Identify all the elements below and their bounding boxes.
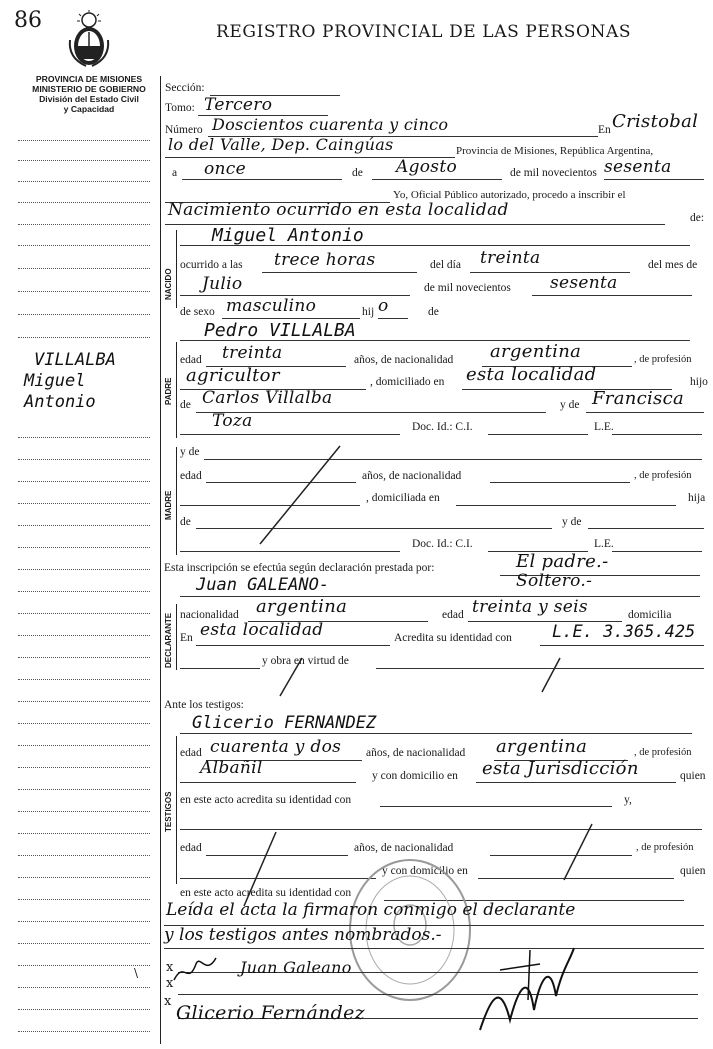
madre-prof-label: , de profesión bbox=[634, 470, 692, 481]
madre-y-de-label: y de bbox=[180, 446, 200, 458]
margin-name-1: Miguel bbox=[24, 371, 86, 391]
del-dia-label: del día bbox=[430, 259, 461, 271]
margin-name-2: Antonio bbox=[24, 392, 96, 412]
padre-le-label: L.E. bbox=[594, 421, 614, 433]
testigos-label: TESTIGOS bbox=[164, 791, 173, 832]
mil-nov-label: de mil novecientos bbox=[510, 167, 597, 179]
test-prof-value: Albañil bbox=[200, 758, 263, 778]
decl-doc-value: L.E. 3.365.425 bbox=[552, 622, 696, 642]
padre-anos-label: años, de nacionalidad bbox=[354, 354, 454, 366]
decl-domicilia-label: domicilia bbox=[628, 609, 672, 621]
nombre-value: Miguel Antonio bbox=[212, 225, 364, 246]
province-label: PROVINCIA DE MISIONES bbox=[35, 74, 143, 84]
test-anos-label: años, de nacionalidad bbox=[366, 747, 466, 759]
madre-de-label: de bbox=[180, 516, 191, 528]
test-dom-value: esta Jurisdicción bbox=[482, 758, 639, 779]
padre-dom-label: , domiciliado en bbox=[370, 376, 445, 388]
hora-value: trece horas bbox=[274, 250, 376, 270]
abuela-value-1: Francisca bbox=[592, 388, 685, 409]
madre-le-label: L.E. bbox=[594, 538, 614, 550]
ocurrido-label: ocurrido a las bbox=[180, 259, 243, 271]
padre-edad-value: treinta bbox=[222, 343, 283, 363]
nacido-label: NACIDO bbox=[164, 268, 173, 300]
padre-nac-value: argentina bbox=[490, 341, 582, 362]
decl-obra-label: y obra en virtud de bbox=[262, 655, 349, 667]
abuelo-value: Carlos Villalba bbox=[202, 388, 333, 408]
numero-label: Número bbox=[165, 124, 203, 136]
test-prof-label: , de profesión bbox=[634, 747, 692, 758]
sexo-label: de sexo bbox=[180, 306, 215, 318]
decl-acredita-label: Acredita su identidad con bbox=[394, 632, 512, 644]
sign-x-1: x bbox=[166, 960, 174, 975]
madre-edad-label: edad bbox=[180, 470, 202, 482]
padre-prof-label: , de profesión bbox=[634, 354, 692, 365]
test-edad-label: edad bbox=[180, 747, 202, 759]
test-y-label: y, bbox=[624, 794, 632, 806]
sign-x-2: x bbox=[166, 976, 174, 991]
signature-testigo: Glicerio Fernández bbox=[176, 1002, 365, 1024]
mes-value: Agosto bbox=[396, 157, 457, 177]
padre-label: PADRE bbox=[164, 377, 173, 405]
lugar-value-2: lo del Valle, Dep. Caingúas bbox=[168, 135, 394, 154]
sexo-value: masculino bbox=[226, 296, 317, 316]
tomo-label: Tomo: bbox=[165, 102, 195, 114]
page-number: 86 bbox=[14, 8, 42, 33]
official-signature-icon bbox=[470, 940, 580, 1040]
provincia-label: Provincia de Misiones, República Argentina, bbox=[456, 145, 654, 157]
decl-nac-value: argentina bbox=[256, 596, 348, 617]
test-dom-label: y con domicilio en bbox=[372, 770, 458, 782]
test-edad-value: cuarenta y dos bbox=[210, 737, 342, 757]
signature-mark-icon bbox=[170, 950, 230, 990]
padre-prof-value: agricultor bbox=[186, 365, 280, 386]
padre-de-label: de bbox=[180, 399, 191, 411]
ministry-label: MINISTERIO DE GOBIERNO bbox=[32, 84, 146, 94]
en-label: En bbox=[598, 124, 611, 136]
hij-label: hij bbox=[362, 306, 375, 318]
declarante-label: DECLARANTE bbox=[164, 612, 173, 668]
division-label-2: y Capacidad bbox=[63, 104, 115, 114]
tomo-value: Tercero bbox=[204, 95, 273, 115]
madre-dom-label: , domiciliada en bbox=[366, 492, 440, 504]
test2-quien-label: quien bbox=[680, 865, 706, 877]
madre-cancel-stroke bbox=[250, 440, 350, 550]
padre-doc-label: Doc. Id.: C.I. bbox=[412, 421, 473, 433]
document-title: REGISTRO PROVINCIAL DE LAS PERSONAS bbox=[216, 22, 632, 42]
decl-edad-label: edad bbox=[442, 609, 464, 621]
test2-dom-label: y con domicilio en bbox=[382, 865, 468, 877]
padre-dom-value: esta localidad bbox=[466, 364, 597, 385]
testigo1-value: Glicerio FERNANDEZ bbox=[192, 713, 377, 733]
a-label: a bbox=[172, 167, 178, 179]
del-mes-label: del mes de bbox=[648, 259, 698, 271]
margin-tick: \ bbox=[134, 966, 139, 980]
decl-en-label: En bbox=[180, 632, 193, 644]
declarante-rel-value: El padre.- bbox=[516, 551, 609, 572]
lugar-value-1: Cristobal bbox=[612, 111, 699, 132]
madre-anos-label: años, de nacionalidad bbox=[362, 470, 462, 482]
inscripcion-label: Esta inscripción se efectúa según declaración prestada por: bbox=[164, 562, 435, 574]
test-nac-value: argentina bbox=[496, 736, 588, 757]
cierre-line-1: Leída el acta la firmaron conmigo el declarante bbox=[166, 900, 576, 920]
padre-value: Pedro VILLALBA bbox=[204, 320, 356, 341]
madre-hija-label: hija bbox=[688, 492, 706, 504]
decl-nac-label: nacionalidad bbox=[180, 609, 239, 621]
test2-prof-label: , de profesión bbox=[636, 842, 694, 853]
de-colon-label: de: bbox=[690, 212, 705, 224]
madre-y-de-2-label: y de bbox=[562, 516, 582, 528]
cierre-line-2: y los testigos antes nombrados.- bbox=[164, 925, 442, 945]
division-label: División del Estado Civil bbox=[39, 94, 139, 104]
test2-acto-label: en este acto acredita su identidad con bbox=[180, 887, 352, 899]
anio-value: sesenta bbox=[604, 157, 672, 177]
numero-value: Doscientos cuarenta y cinco bbox=[212, 115, 449, 134]
seccion-label: Sección: bbox=[165, 82, 205, 94]
ante-label: Ante los testigos: bbox=[164, 699, 244, 711]
declarante-value: Juan GALEANO- bbox=[196, 575, 330, 595]
de-padre-label: de bbox=[428, 306, 439, 318]
padre-edad-label: edad bbox=[180, 354, 202, 366]
decl-cancel-strokes bbox=[260, 640, 580, 700]
coat-of-arms-icon bbox=[66, 10, 112, 70]
test-acto-label: en este acto acredita su identidad con bbox=[180, 794, 352, 806]
hij-value: o bbox=[378, 296, 389, 316]
madre-doc-label: Doc. Id.: C.I. bbox=[412, 538, 473, 550]
de-label: de bbox=[352, 167, 363, 179]
anio-nac-value: sesenta bbox=[550, 273, 618, 293]
dia-value: once bbox=[204, 159, 246, 179]
signature-declarante: Juan Galeano bbox=[240, 958, 352, 977]
decl-edad-value: treinta y seis bbox=[472, 597, 588, 617]
margin-surname: VILLALBA bbox=[34, 350, 116, 370]
test-quien-label: quien bbox=[680, 770, 706, 782]
oficial-label: Yo, Oficial Público autorizado, procedo a inscribir el bbox=[393, 189, 626, 201]
mil-nov-nac-label: de mil novecientos bbox=[424, 282, 511, 294]
declarante-estado-value: Soltero.- bbox=[516, 571, 593, 591]
sign-x-3: x bbox=[164, 994, 172, 1009]
dia-nac-value: treinta bbox=[480, 248, 541, 268]
padre-y-de-label: y de bbox=[560, 399, 580, 411]
padre-hijo-label: hijo bbox=[690, 376, 708, 388]
acto-value: Nacimiento ocurrido en esta localidad bbox=[168, 200, 509, 220]
test2-anos-label: años, de nacionalidad bbox=[354, 842, 454, 854]
abuela-value-2: Toza bbox=[212, 411, 253, 431]
test2-edad-label: edad bbox=[180, 842, 202, 854]
decl-dom-value: esta localidad bbox=[200, 620, 324, 640]
mes-nac-value: Julio bbox=[202, 274, 243, 294]
madre-label: MADRE bbox=[164, 490, 173, 520]
